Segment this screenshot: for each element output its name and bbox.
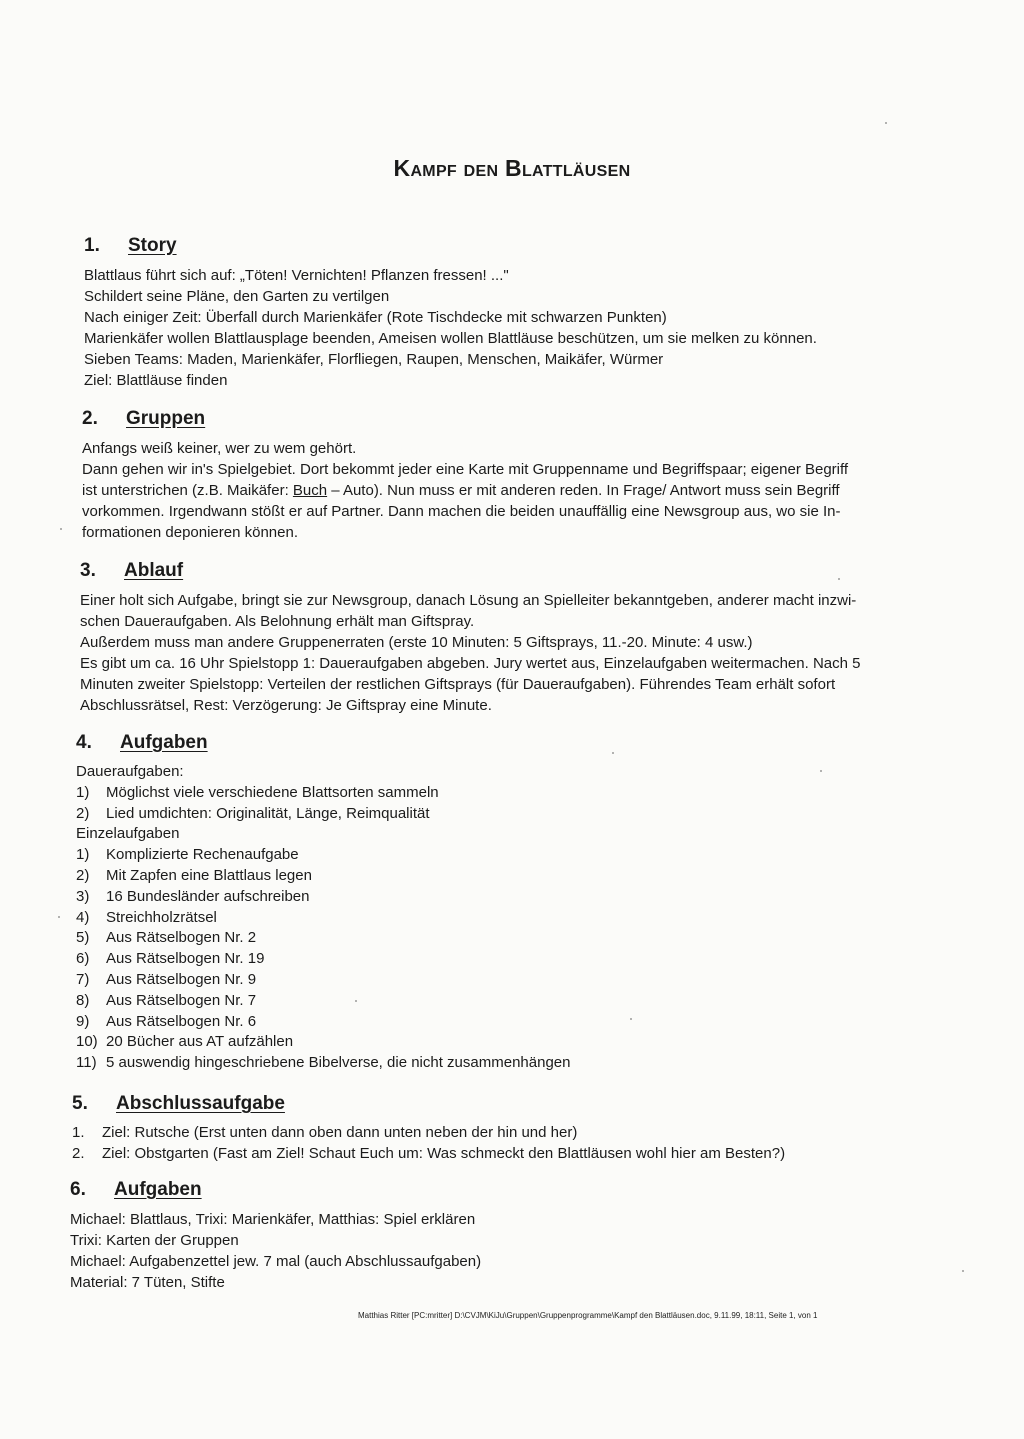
section-aufgaben bbox=[76, 732, 946, 1074]
item-number: 1) bbox=[76, 846, 90, 864]
scan-speck bbox=[630, 1018, 632, 1020]
list-item bbox=[76, 845, 946, 866]
section-title: Gruppen bbox=[126, 408, 206, 429]
section-number: 6. bbox=[70, 1179, 86, 1200]
section-body bbox=[70, 1209, 940, 1293]
section-heading bbox=[72, 1093, 942, 1119]
text-line: vorkommen. Irgendwann stößt er auf Partner. Dann machen die beiden unauffällig eine Newsgroup aus, wo sie In- bbox=[82, 503, 841, 520]
item-text: Aus Rätselbogen Nr. 7 bbox=[106, 991, 257, 1009]
item-number: 4) bbox=[76, 908, 90, 926]
section-heading bbox=[84, 235, 954, 261]
scan-speck bbox=[612, 752, 614, 754]
section-story bbox=[84, 235, 954, 391]
scan-speck bbox=[60, 528, 62, 530]
label-text: Daueraufgaben: bbox=[76, 763, 184, 780]
text-line: Außerdem muss man andere Gruppenerraten (erste 10 Minuten: 5 Giftsprays, 11.-20. Minute: 4 usw.) bbox=[80, 634, 753, 651]
text-line: Sieben Teams: Maden, Marienkäfer, Florfliegen, Raupen, Menschen, Maikäfer, Würmer bbox=[84, 351, 664, 368]
text-line: Minuten zweiter Spielstopp: Verteilen der restlichen Giftsprays (für Daueraufgaben). Führendes Team erhält sofort bbox=[80, 676, 836, 693]
item-text: Aus Rätselbogen Nr. 6 bbox=[106, 1012, 257, 1030]
section-heading bbox=[80, 560, 950, 586]
item-number: 3) bbox=[76, 887, 90, 905]
item-number: 8) bbox=[76, 991, 90, 1009]
text-line: Trixi: Karten der Gruppen bbox=[70, 1232, 239, 1249]
item-text: Aus Rätselbogen Nr. 2 bbox=[106, 929, 257, 947]
scan-speck bbox=[820, 770, 822, 772]
list-item bbox=[76, 783, 946, 804]
section-title: Aufgaben bbox=[120, 732, 208, 753]
section-title: Ablauf bbox=[124, 560, 184, 581]
text-line: Michael: Blattlaus, Trixi: Marienkäfer, Matthias: Spiel erklären bbox=[70, 1211, 476, 1228]
item-number: 11) bbox=[76, 1054, 97, 1072]
section-number: 1. bbox=[84, 235, 100, 256]
section-number: 4. bbox=[76, 732, 92, 753]
text-line: Anfangs weiß keiner, wer zu wem gehört. bbox=[82, 440, 357, 457]
text-line: Es gibt um ca. 16 Uhr Spielstopp 1: Daueraufgaben abgeben. Jury wertet aus, Einzelaufgaben weitermachen. Nach 5 bbox=[80, 655, 861, 672]
section-heading bbox=[70, 1179, 940, 1205]
list-item bbox=[76, 804, 946, 825]
item-number: 5) bbox=[76, 929, 90, 947]
item-text: Aus Rätselbogen Nr. 19 bbox=[106, 950, 265, 968]
text-fragment: ist unterstrichen (z.B. Maikäfer: bbox=[82, 482, 293, 499]
section-body bbox=[76, 762, 946, 1074]
list-item bbox=[72, 1144, 942, 1165]
underlined-term: Buch bbox=[292, 482, 328, 499]
list-label bbox=[76, 824, 946, 845]
text-line: Schildert seine Pläne, den Garten zu vertilgen bbox=[84, 288, 390, 305]
item-text: 5 auswendig hingeschriebene Bibelverse, die nicht zusammenhängen bbox=[106, 1054, 571, 1072]
section-ablauf bbox=[80, 560, 950, 716]
text-line bbox=[82, 480, 952, 501]
section-number: 5. bbox=[72, 1093, 88, 1114]
list-item bbox=[76, 908, 946, 929]
section-body bbox=[82, 438, 952, 543]
item-text: 20 Bücher aus AT aufzählen bbox=[106, 1033, 294, 1051]
item-number: 7) bbox=[76, 970, 90, 988]
list-item bbox=[76, 1012, 946, 1033]
section-heading bbox=[76, 732, 946, 758]
section-title: Aufgaben bbox=[114, 1179, 202, 1200]
item-text: Lied umdichten: Originalität, Länge, Reimqualität bbox=[106, 804, 430, 822]
item-number: 6) bbox=[76, 950, 90, 968]
item-number: 10) bbox=[76, 1033, 98, 1051]
text-line: formationen deponieren können. bbox=[82, 524, 298, 541]
scan-speck bbox=[838, 578, 840, 580]
text-line: Marienkäfer wollen Blattlausplage beenden, Ameisen wollen Blattläuse beschützen, um sie melken zu können. bbox=[84, 330, 817, 347]
list-item bbox=[76, 949, 946, 970]
item-number: 2) bbox=[76, 866, 90, 884]
item-number: 1) bbox=[76, 783, 90, 801]
page-title: Kampf den Blattläusen bbox=[393, 155, 631, 181]
item-text: Ziel: Obstgarten (Fast am Ziel! Schaut Euch um: Was schmeckt den Blattläusen wohl hier am Besten?) bbox=[102, 1144, 786, 1162]
item-text: Aus Rätselbogen Nr. 9 bbox=[106, 970, 257, 988]
item-number: 2) bbox=[76, 804, 90, 822]
item-number: 9) bbox=[76, 1012, 90, 1030]
label-text: Einzelaufgaben bbox=[76, 825, 180, 843]
text-line: Michael: Aufgabenzettel jew. 7 mal (auch Abschlussaufgaben) bbox=[70, 1253, 482, 1270]
scan-speck bbox=[885, 122, 887, 124]
section-body bbox=[80, 590, 950, 716]
text-line: Dann gehen wir in's Spielgebiet. Dort bekommt jeder eine Karte mit Gruppenname und Begriffspaar; eigener Begriff bbox=[82, 461, 849, 478]
item-number: 2. bbox=[72, 1144, 85, 1162]
text-line: Blattlaus führt sich auf: „Töten! Vernichten! Pflanzen fressen! ..." bbox=[84, 267, 509, 284]
scan-speck bbox=[962, 1270, 964, 1272]
list-item bbox=[76, 887, 946, 908]
page-footer: Matthias Ritter [PC:mritter] D:\CVJM\KiJu\Gruppen\Gruppenprogramme\Kampf den Blattläusen.doc, 9.11.99, 18:11, Seite 1, von 1 bbox=[358, 1311, 818, 1320]
text-line: schen Daueraufgaben. Als Belohnung erhält man Giftspray. bbox=[80, 613, 475, 630]
section-body bbox=[84, 265, 954, 391]
section-number: 3. bbox=[80, 560, 96, 581]
scan-speck bbox=[355, 1000, 357, 1002]
item-text: Streichholzrätsel bbox=[106, 908, 217, 926]
section-abschlussaufgabe bbox=[72, 1093, 942, 1165]
item-text: Ziel: Rutsche (Erst unten dann oben dann unten neben der hin und her) bbox=[102, 1124, 578, 1141]
list-item bbox=[76, 928, 946, 949]
section-body bbox=[72, 1123, 942, 1165]
text-line: Material: 7 Tüten, Stifte bbox=[70, 1274, 225, 1291]
list-item bbox=[76, 866, 946, 887]
list-item bbox=[76, 1053, 946, 1074]
scan-speck bbox=[58, 916, 60, 918]
section-number: 2. bbox=[82, 408, 98, 429]
section-title: Abschlussaufgabe bbox=[116, 1093, 285, 1114]
list-item bbox=[76, 991, 946, 1012]
text-line: Abschlussrätsel, Rest: Verzögerung: Je Giftspray eine Minute. bbox=[80, 697, 492, 714]
list-item bbox=[72, 1123, 942, 1144]
item-text: Komplizierte Rechenaufgabe bbox=[106, 846, 299, 864]
section-aufgaben-verteilung bbox=[70, 1179, 940, 1293]
section-title: Story bbox=[128, 235, 177, 256]
list-label bbox=[76, 762, 946, 783]
item-text: Möglichst viele verschiedene Blattsorten sammeln bbox=[106, 783, 439, 801]
item-text: Mit Zapfen eine Blattlaus legen bbox=[106, 866, 312, 884]
text-line: Nach einiger Zeit: Überfall durch Marienkäfer (Rote Tischdecke mit schwarzen Punkten) bbox=[84, 309, 667, 326]
text-line: Ziel: Blattläuse finden bbox=[84, 372, 228, 389]
section-gruppen bbox=[82, 408, 952, 543]
item-number: 1. bbox=[72, 1124, 85, 1141]
list-item bbox=[76, 1032, 946, 1053]
list-item bbox=[76, 970, 946, 991]
item-text: 16 Bundesländer aufschreiben bbox=[106, 887, 310, 905]
section-heading bbox=[82, 408, 952, 434]
text-fragment: – Auto). Nun muss er mit anderen reden. In Frage/ Antwort muss sein Begriff bbox=[327, 482, 840, 499]
text-line: Einer holt sich Aufgabe, bringt sie zur Newsgroup, danach Lösung an Spielleiter bekanntgeben, anderer macht inzwi- bbox=[80, 592, 857, 609]
